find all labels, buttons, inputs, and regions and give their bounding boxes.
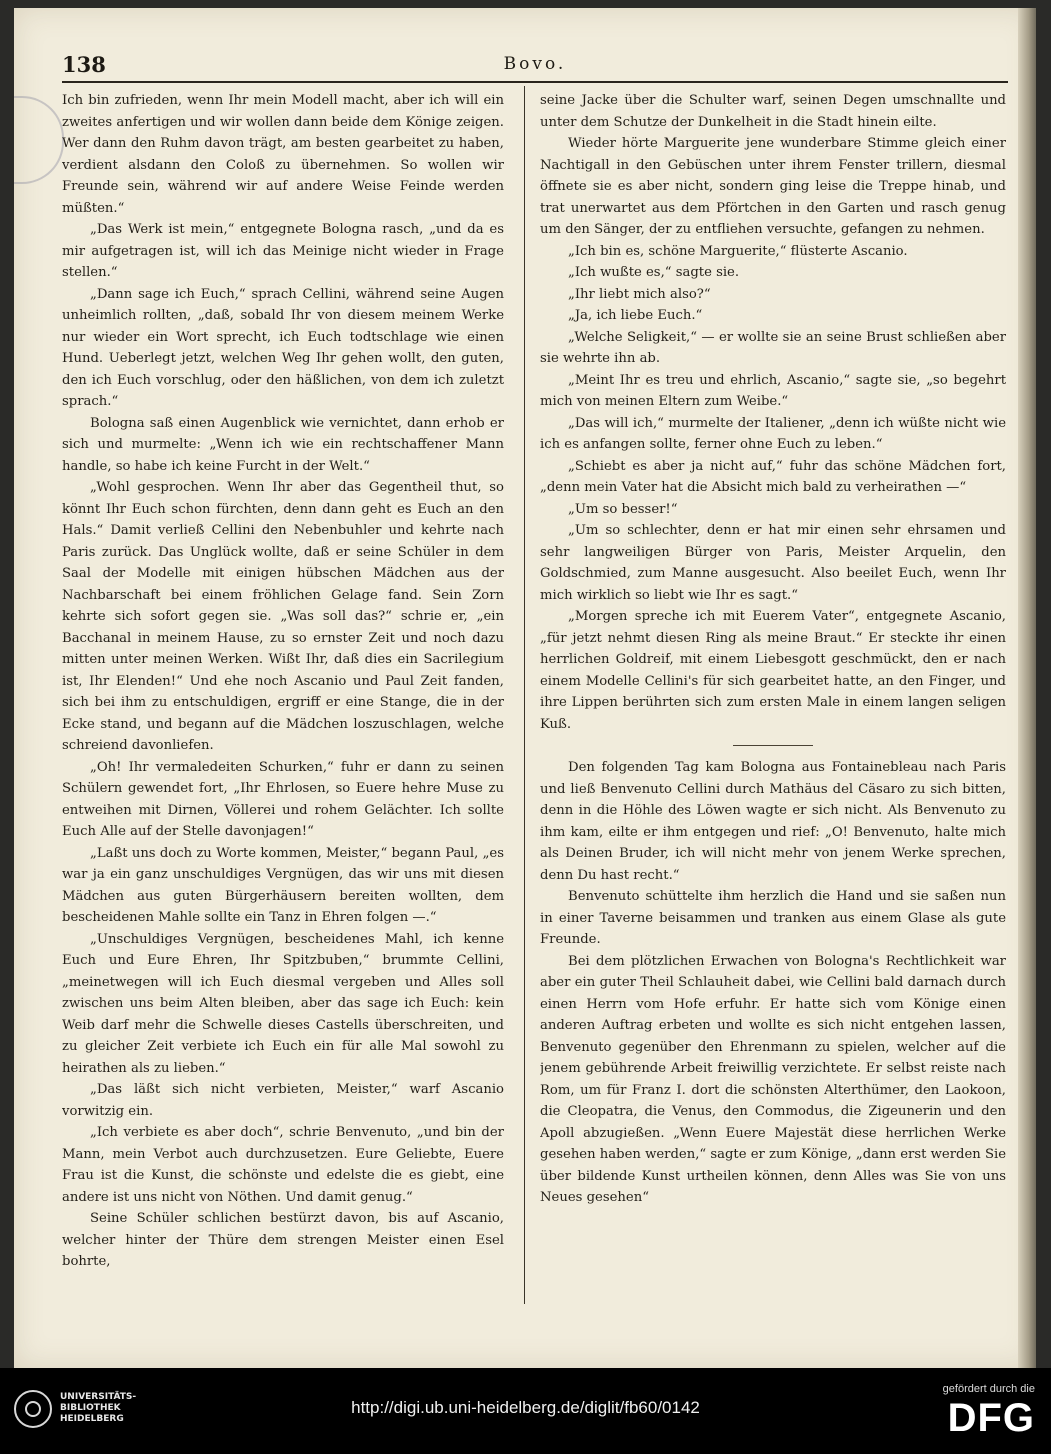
paragraph: „Dann sage ich Euch,“ sprach Cellini, während seine Augen unheimlich rollten, „daß, sobald Ihr von diesem meinem Werke nur wieder ein Wort sprecht, ich Euch todtschlage wie einen Hund. Ueberlegt jetzt, welchen Weg Ihr gehen wollt, den guten, den ich Euch vorschlug, oder den häßlichen, von dem ich zuletzt sprach.“ (62, 286, 504, 409)
paragraph: Seine Schüler schlichen bestürzt davon, bis auf Ascanio, welcher hinter der Thüre dem strengen Meister einen Esel bohrte, (62, 1211, 504, 1269)
page-number: 138 (62, 52, 106, 77)
paragraph: Bei dem plötzlichen Erwachen von Bologna's Rechtlichkeit war aber ein guter Theil Schlauheit dabei, wie Cellini bald darnach durch einen Herrn vom Hofe erfuhr. Er hatte sich vom Könige einen anderen Auftrag erbeten und wollte es sich nicht entgehen lassen, Benvenuto gegenüber den Ehrenmann zu spielen, welcher auf die jenem gebührende Arbeit freiwillig verzichtete. Er selbst reiste nach Rom, um für Franz I. dort die schönsten Alterthümer, den Laokoon, die Cleopatra, die Venus, den Commodus, die Zigeunerin und den Apoll abzugießen. „Wenn Euere Majestät diese herrlichen Werke gesehen haben werden,“ sagte er zum Könige, „dann erst werden Sie über bildende Kunst urtheilen können, denn Alles was Sie von uns Neues gesehen“ (540, 953, 1006, 1205)
paragraph: „Oh! Ihr vermaledeiten Schurken,“ fuhr er dann zu seinen Schülern gewendet fort, „Ihr Ehrlosen, so Euere hehre Muse zu entweihen mit Dirnen, Völlerei und rohem Gelächter. Ich sollte Euch Alle auf der Stelle davonjagen!“ (62, 759, 504, 839)
paragraph: Ich bin zufrieden, wenn Ihr mein Modell macht, aber ich will ein zweites anfertigen und wir wollen dann beide dem Könige zeigen. Wer dann den Ruhm davon trägt, am besten gearbeitet zu haben, verdient alsdann den Coloß zu übernehmen. So wollen wir Freunde sein, während wir auf andere Weise Feinde werden müßten.“ (62, 93, 504, 216)
funding-caption: gefördert durch die (942, 1383, 1035, 1395)
book-spine-edge (1018, 8, 1036, 1368)
paragraph: seine Jacke über die Schulter warf, seinen Degen umschnallte und unter dem Schutze der Dunkelheit in die Stadt hinein eilte. (540, 93, 1006, 130)
right-column-first-section (540, 90, 1006, 735)
page-header (62, 52, 1008, 82)
paragraph: „Um so besser!“ (568, 501, 678, 517)
viewer-footer (0, 1368, 1051, 1454)
paragraph: „Das läßt sich nicht verbieten, Meister,“ warf Ascanio vorwitzig ein. (62, 1082, 504, 1119)
right-column-second-section (540, 757, 1006, 1209)
paragraph: „Das will ich,“ murmelte der Italiener, „denn ich wüßte nicht wie ich es anfangen sollte, ferner ohne Euch zu leben.“ (540, 415, 1006, 452)
dfg-funding[interactable] (915, 1382, 1035, 1440)
section-separator (733, 745, 813, 746)
dfg-logo: DFG (947, 1396, 1035, 1440)
running-title: Bovo. (503, 54, 567, 74)
paragraph: „Ja, ich liebe Euch.“ (568, 308, 703, 323)
paragraph: „Ich bin es, schöne Marguerite,“ flüsterte Ascanio. (568, 243, 908, 259)
paragraph: Bologna saß einen Augenblick wie vernichtet, dann erhob er sich und murmelte: „Wenn ich wie ein rechtschaffener Mann handle, so habe ich keine Furcht in der Welt.“ (62, 415, 504, 474)
paragraph: „Morgen spreche ich mit Euerem Vater“, entgegnete Ascanio, „für jetzt nehmt diesen Ring als meine Braut.“ Er steckte ihr einen herrlichen Goldreif, mit einem Liebesgott geschmückt, den er nach einem Modelle Cellini's für sich gearbeitet hatte, an den Finger, und ihre Lippen berührten sich zum ersten Male in einem langen seligen Kuß. (540, 609, 1006, 732)
paragraph: Wieder hörte Marguerite jene wunderbare Stimme gleich einer Nachtigall in den Gebüschen unter ihrem Fenster trillern, diesmal öffnete sie es aber nicht, sondern ging leise die Treppe hinab, und trat unerwartet aus dem Pförtchen in den Garten und rasch genug um den Sänger, der zu entfliehen versuchte, gefangen zu nehmen. (540, 136, 1006, 237)
paragraph: „Ich verbiete es aber doch“, schrie Benvenuto, „und bin der Mann, mein Verbot auch durchzusetzen. Eure Geliebte, Euere Frau ist die Kunst, die schönste und edelste die es giebt, eine andere ist uns nicht von Nöthen. Und damit genug.“ (62, 1125, 504, 1205)
header-rule (62, 81, 1008, 83)
paragraph: „Unschuldiges Vergnügen, bescheidenes Mahl, ich kenne Euch und Eure Ehren, Ihr Spitzbuben,“ brummte Cellini, „meinetwegen will ich Euch diesmal vergeben und Alles soll zwischen uns beim Alten bleiben, aber das sage ich Euch: kein Weib darf mehr die Schwelle dieses Castells überschreiten, und zu gleicher Zeit verbiete ich Euch ein für alle Mal sowohl zu heirathen als zu lieben.“ (62, 931, 504, 1076)
left-text-column (62, 90, 504, 1303)
paragraph: „Ich wußte es,“ sagte sie. (568, 265, 740, 280)
document-url-link[interactable]: http://digi.ub.uni-heidelberg.de/diglit/fb60/0142 (351, 1398, 700, 1417)
paragraph: „Wohl gesprochen. Wenn Ihr aber das Gegentheil thut, so könnt Ihr Euch schon fürchten, denn dann geht es Euch an den Hals.“ Damit verließ Cellini den Nebenbuhler und kehrte nach Paris zurück. Das Unglück wollte, daß er seine Schüler in dem Saal der Modelle mit einigen hübschen Mädchen aus der Nachbarschaft bei einem fröhlichen Gelage fand. Sein Zorn kehrte sich sofort gegen sie. „Was soll das?“ schrie er, „ein Bacchanal in meinem Hause, zu so ernster Zeit und noch dazu mitten unter meinen Werken. Wißt Ihr, daß dies ein Sacrilegium ist, Ihr Elenden!“ Und ehe noch Ascanio und Paul Zeit fanden, sich bei ihm zu entschuldigen, ergriff er eine Stange, die in der Ecke stand, und begann auf die Mädchen loszuschlagen, welche schreiend davonliefen. (62, 480, 504, 753)
paragraph: „Meint Ihr es treu und ehrlich, Ascanio,“ sagte sie, „so begehrt mich von meinen Eltern zum Weibe.“ (540, 372, 1006, 409)
paragraph: „Das Werk ist mein,“ entgegnete Bologna rasch, „und da es mir aufgetragen ist, will ich das Meinige nicht wieder in Frage stellen.“ (62, 222, 504, 280)
paragraph: Benvenuto schüttelte ihm herzlich die Hand und sie saßen nun in einer Taverne beisammen und tranken aus einem Glase als gute Freunde. (540, 889, 1006, 947)
institution-name: UNIVERSITÄTS- BIBLIOTHEK HEIDELBERG (60, 1392, 137, 1424)
column-divider (524, 86, 525, 1304)
right-text-column (540, 90, 1006, 1303)
paragraph: „Welche Seligkeit,“ — er wollte sie an seine Brust schließen aber sie wehrte ihn ab. (540, 329, 1006, 366)
paragraph: „Ihr liebt mich also?“ (568, 286, 711, 302)
paragraph: Den folgenden Tag kam Bologna aus Fontainebleau nach Paris und ließ Benvenuto Cellini durch Mathäus del Cäsaro zu sich bitten, denn in die Höhle des Löwen wagte er sich nicht. Als Benvenuto zu ihm kam, eilte er ihm entgegen und rief: „O! Benvenuto, halte mich als Deinen Bruder, ich will nicht mehr von jenem Werke sprechen, denn Du hast recht.“ (540, 760, 1006, 883)
paragraph: „Schiebt es aber ja nicht auf,“ fuhr das schöne Mädchen fort, „denn mein Vater hat die Absicht mich bald zu verheirathen —“ (540, 458, 1006, 495)
paragraph: „Um so schlechter, denn er hat mir einen sehr ehrsamen und sehr langweiligen Bürger von Paris, Meister Arquelin, den Goldschmied, zum Manne ausgesucht. Also beeilet Euch, wenn Ihr mich wirklich so liebt wie Ihr es sagt.“ (540, 523, 1006, 603)
paragraph: „Laßt uns doch zu Worte kommen, Meister,“ begann Paul, „es war ja ein ganz unschuldiges Vergnügen, das wir uns mit diesen Mädchen aus guten Bürgerhäusern bereiten wollten, dem bescheidenen Mahle sollte ein Tanz in Ehren folgen —.“ (62, 845, 504, 925)
